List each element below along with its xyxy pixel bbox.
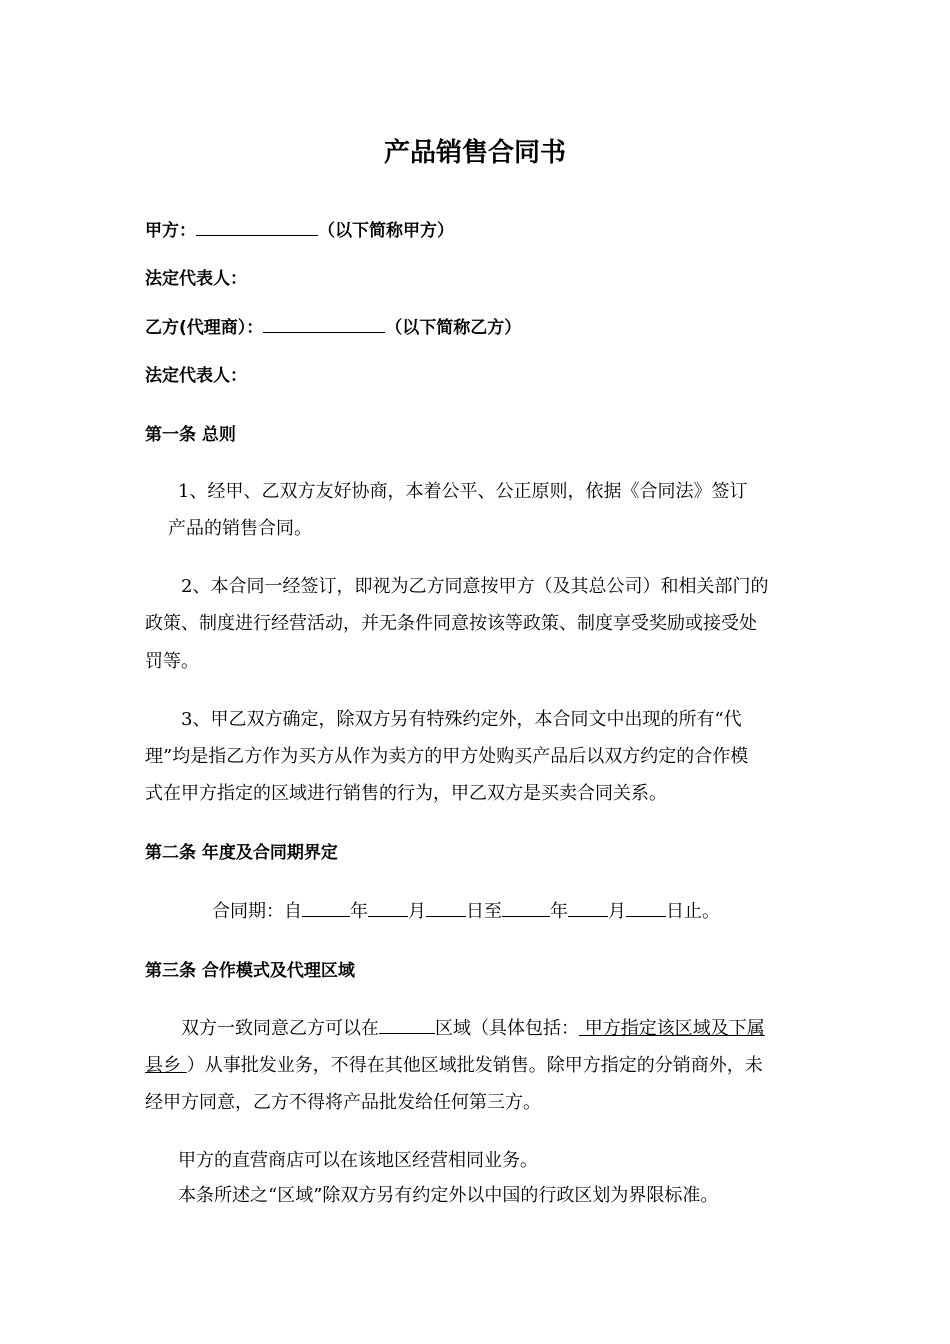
party-b-suffix: （以下简称乙方） xyxy=(385,318,522,338)
article2-heading: 第二条 年度及合同期界定 xyxy=(145,843,338,863)
article3-p1-line3: 经甲方同意，乙方不得将产品批发给任何第三方。 xyxy=(145,1092,541,1113)
region-blank[interactable] xyxy=(379,1017,435,1034)
article1-p3-line1: 3、甲乙双方确定，除双方另有特殊约定外，本合同文中出现的所有“代 xyxy=(181,709,742,730)
year-label: 年 xyxy=(350,901,368,922)
article3-p1-rest: ）从事批发业务，不得在其他区域批发销售。除甲方指定的分销商外，未 xyxy=(186,1055,763,1076)
year-label: 年 xyxy=(550,901,568,922)
region-detail-underlined: 甲方指定该区域及下属 xyxy=(579,1018,765,1039)
article3-p1-line2 xyxy=(145,1051,763,1077)
end-day-blank[interactable] xyxy=(626,900,666,917)
legal-rep-b: 法定代表人： xyxy=(145,366,247,386)
page-title: 产品销售合同书 xyxy=(383,138,566,168)
party-b-blank[interactable] xyxy=(263,316,385,333)
article1-p1-line1: 1、经甲、乙双方友好协商，本着公平、公正原则，依据《合同法》签订 xyxy=(178,481,748,502)
article1-p2-line1: 2、本合同一经签订，即视为乙方同意按甲方（及其总公司）和相关部门的 xyxy=(181,576,769,597)
start-year-blank[interactable] xyxy=(302,900,350,917)
article1-heading: 第一条 总则 xyxy=(145,425,236,445)
party-b-label: 乙方(代理商）： xyxy=(145,318,264,338)
article1-p3-line3: 式在甲方指定的区域进行销售的行为，甲乙双方是买卖合同关系。 xyxy=(145,783,667,804)
region-suffix: 区域（具体包括： xyxy=(435,1018,579,1039)
article1-p2-line3: 罚等。 xyxy=(145,651,199,672)
party-b-line xyxy=(145,313,521,338)
day-to-label: 日至 xyxy=(466,901,502,922)
article1-p1-line2: 产品的销售合同。 xyxy=(168,518,312,539)
region-detail-underlined-cont: 县乡 xyxy=(145,1055,187,1076)
start-day-blank[interactable] xyxy=(426,900,466,917)
start-month-blank[interactable] xyxy=(368,900,408,917)
party-a-line xyxy=(145,216,454,241)
article3-p2: 甲方的直营商店可以在该地区经营相同业务。 xyxy=(178,1150,538,1171)
article3-p1-line1 xyxy=(181,1014,765,1040)
legal-rep-a: 法定代表人： xyxy=(145,269,247,289)
party-a-blank[interactable] xyxy=(196,219,318,236)
end-month-blank[interactable] xyxy=(568,900,608,917)
article1-p3-line2: 理”均是指乙方作为买方从作为卖方的甲方处购买产品后以双方约定的合作模 xyxy=(145,746,749,767)
period-prefix: 合同期：自 xyxy=(212,901,302,922)
month-label: 月 xyxy=(408,901,426,922)
article1-p2-line2: 政策、制度进行经营活动，并无条件同意按该等政策、制度享受奖励或接受处 xyxy=(145,613,757,634)
contract-period-line xyxy=(212,897,720,923)
article3-p3: 本条所述之“区域”除双方另有约定外以中国的行政区划为界限标准。 xyxy=(178,1185,719,1206)
region-prefix: 双方一致同意乙方可以在 xyxy=(181,1018,379,1039)
party-a-suffix: （以下简称甲方） xyxy=(318,221,454,241)
day-end-label: 日止。 xyxy=(666,901,720,922)
end-year-blank[interactable] xyxy=(502,900,550,917)
party-a-label: 甲方： xyxy=(145,221,196,241)
article3-heading: 第三条 合作模式及代理区域 xyxy=(145,961,355,981)
month-label: 月 xyxy=(608,901,626,922)
